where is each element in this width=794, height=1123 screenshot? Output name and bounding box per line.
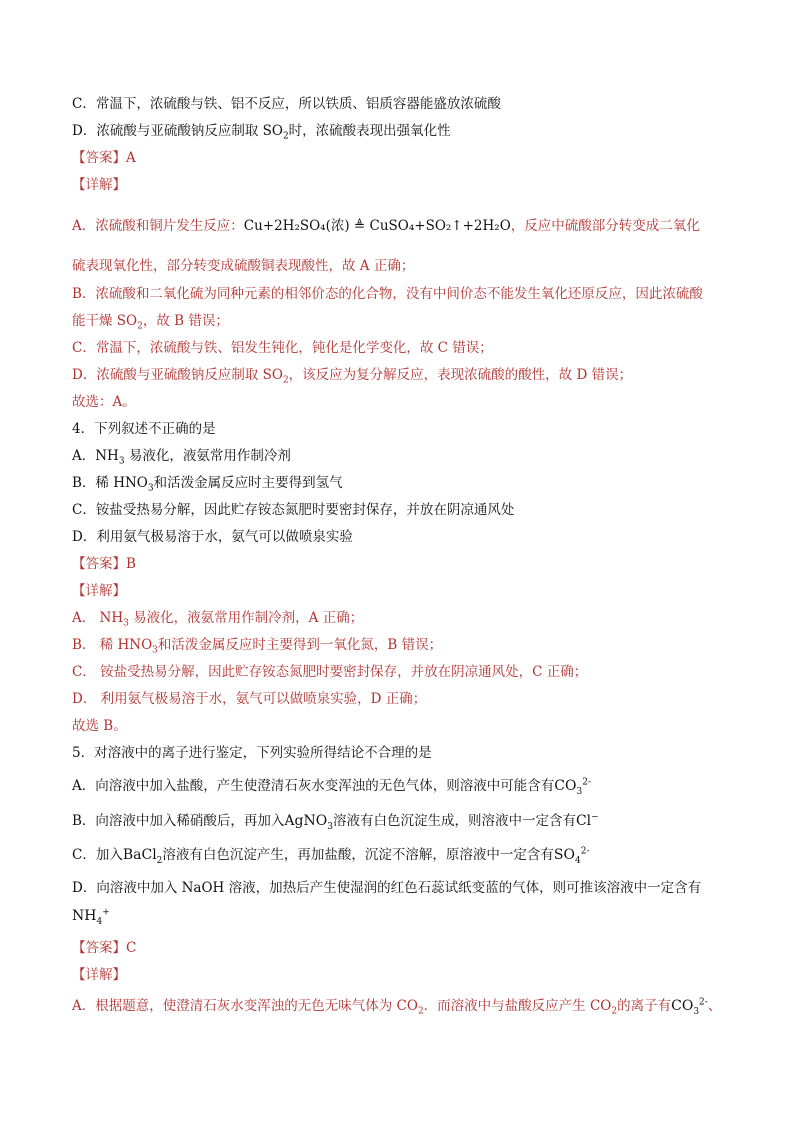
- conclusion: 故选：A。: [72, 394, 136, 410]
- q5-option-a: A．向溶液中加入盐酸，产生使澄清石灰水变浑浊的无色气体，则溶液中可能含有$CO_3^{2-}$: [72, 777, 591, 797]
- q5-answer: 【答案】C: [72, 940, 137, 956]
- explanation-a-cont: 硫表现氧化性，部分转变成硫酸铜表现酸性，故 A 正确；: [72, 258, 415, 274]
- carbonate-ion: $CO_3^{2-}$: [554, 777, 591, 797]
- option-d-text: D．浓硫酸与亚硫酸钠反应制取 $SO_2$时，浓硫酸表现出强氧化性: [72, 123, 451, 142]
- explanation-label: 【详解】: [72, 177, 126, 193]
- explanation-b-cont: 能干燥 $SO_2$，故 B 错误；: [72, 313, 229, 332]
- q5-option-d-cont: [72, 906, 110, 926]
- q4-explanation-c: C． 铵盐受热易分解，因此贮存铵态氮肥时要密封保存，并放在阴凉通风处，C 正确；: [72, 664, 588, 680]
- q4-explanation-b: B． 稀 $HNO_3$和活泼金属反应时主要得到一氧化氮，B 错误；: [72, 637, 443, 656]
- answer-label: 【答案】A: [72, 150, 136, 166]
- sulfate-ion: $SO_4^{2-}$: [553, 846, 590, 866]
- q4-explanation-d: D． 利用氨气极易溶于水，氨气可以做喷泉实验，D 正确；: [72, 691, 427, 707]
- q4-option-d: D．利用氨气极易溶于水，氨气可以做喷泉实验: [72, 529, 353, 545]
- option-c-text: C．常温下，浓硫酸与铁、铝不反应，所以铁质、铝质容器能盛放浓硫酸: [72, 96, 501, 112]
- q5-explanation-label: 【详解】: [72, 967, 126, 983]
- explanation-d: D．浓硫酸与亚硫酸钠反应制取 $SO_2$，该反应为复分解反应，表现浓硫酸的酸性，故 D 错误；: [72, 367, 633, 386]
- q5-option-c: C．加入BaCl$_2$溶液有白色沉淀产生，再加盐酸，沉淀不溶解，原溶液中一定含有$SO_4^{2-}$: [72, 846, 590, 866]
- question-5-title: 5．对溶液中的离子进行鉴定，下列实验所得结论不合理的是: [72, 745, 432, 761]
- q4-option-c: C．铵盐受热易分解，因此贮存铵态氮肥时要密封保存，并放在阴凉通风处: [72, 502, 515, 518]
- q5-option-d: D．向溶液中加入 NaOH 溶液，加热后产生使湿润的红色石蕊试纸变蓝的气体，则可推该溶液中一定含有: [72, 880, 702, 896]
- explanation-a: A．浓硫酸和铜片发生反应：Cu+2H₂SO₄(浓) ≜ CuSO₄+SO₂↑+2H₂O，反应中硫酸部分转变成二氧化: [72, 218, 700, 234]
- q4-answer: 【答案】B: [72, 556, 136, 572]
- explanation-c: C．常温下，浓硫酸与铁、铝发生钝化，钝化是化学变化，故 C 错误；: [72, 340, 493, 356]
- q4-explanation-a: A． $NH_3$ 易液化，液氨常用作制冷剂，A 正确；: [72, 610, 364, 629]
- explanation-b: B．浓硫酸和二氧化硫为同种元素的相邻价态的化合物，没有中间价态不能发生氧化还原反应，因此浓硫酸: [72, 286, 703, 302]
- ammonium-ion: $NH_4^+$: [72, 907, 110, 927]
- reaction-equation: Cu+2H₂SO₄(浓) ≜ CuSO₄+SO₂↑+2H₂O: [243, 218, 511, 234]
- q5-explanation-a: A．根据题意，使澄清石灰水变浑浊的无色无味气体为 $CO_2$．而溶液中与盐酸反应产生 $CO_2$的离子有$CO_3^{2-}$、: [72, 997, 722, 1017]
- q4-option-a: A．$NH_3$ 易液化，液氨常用作制冷剂: [72, 448, 291, 467]
- q5-option-b: B．向溶液中加入稀硝酸后，再加入AgNO$_3$溶液有白色沉淀生成，则溶液中一定含有Cl−: [72, 812, 599, 832]
- chloride-ion: Cl−: [575, 812, 599, 829]
- question-4-title: 4．下列叙述不正确的是: [72, 421, 216, 437]
- q4-conclusion: 故选 B。: [72, 718, 127, 734]
- q4-explanation-label: 【详解】: [72, 583, 126, 599]
- q4-option-b: B．稀 $HNO_3$和活泼金属反应时主要得到氢气: [72, 475, 343, 494]
